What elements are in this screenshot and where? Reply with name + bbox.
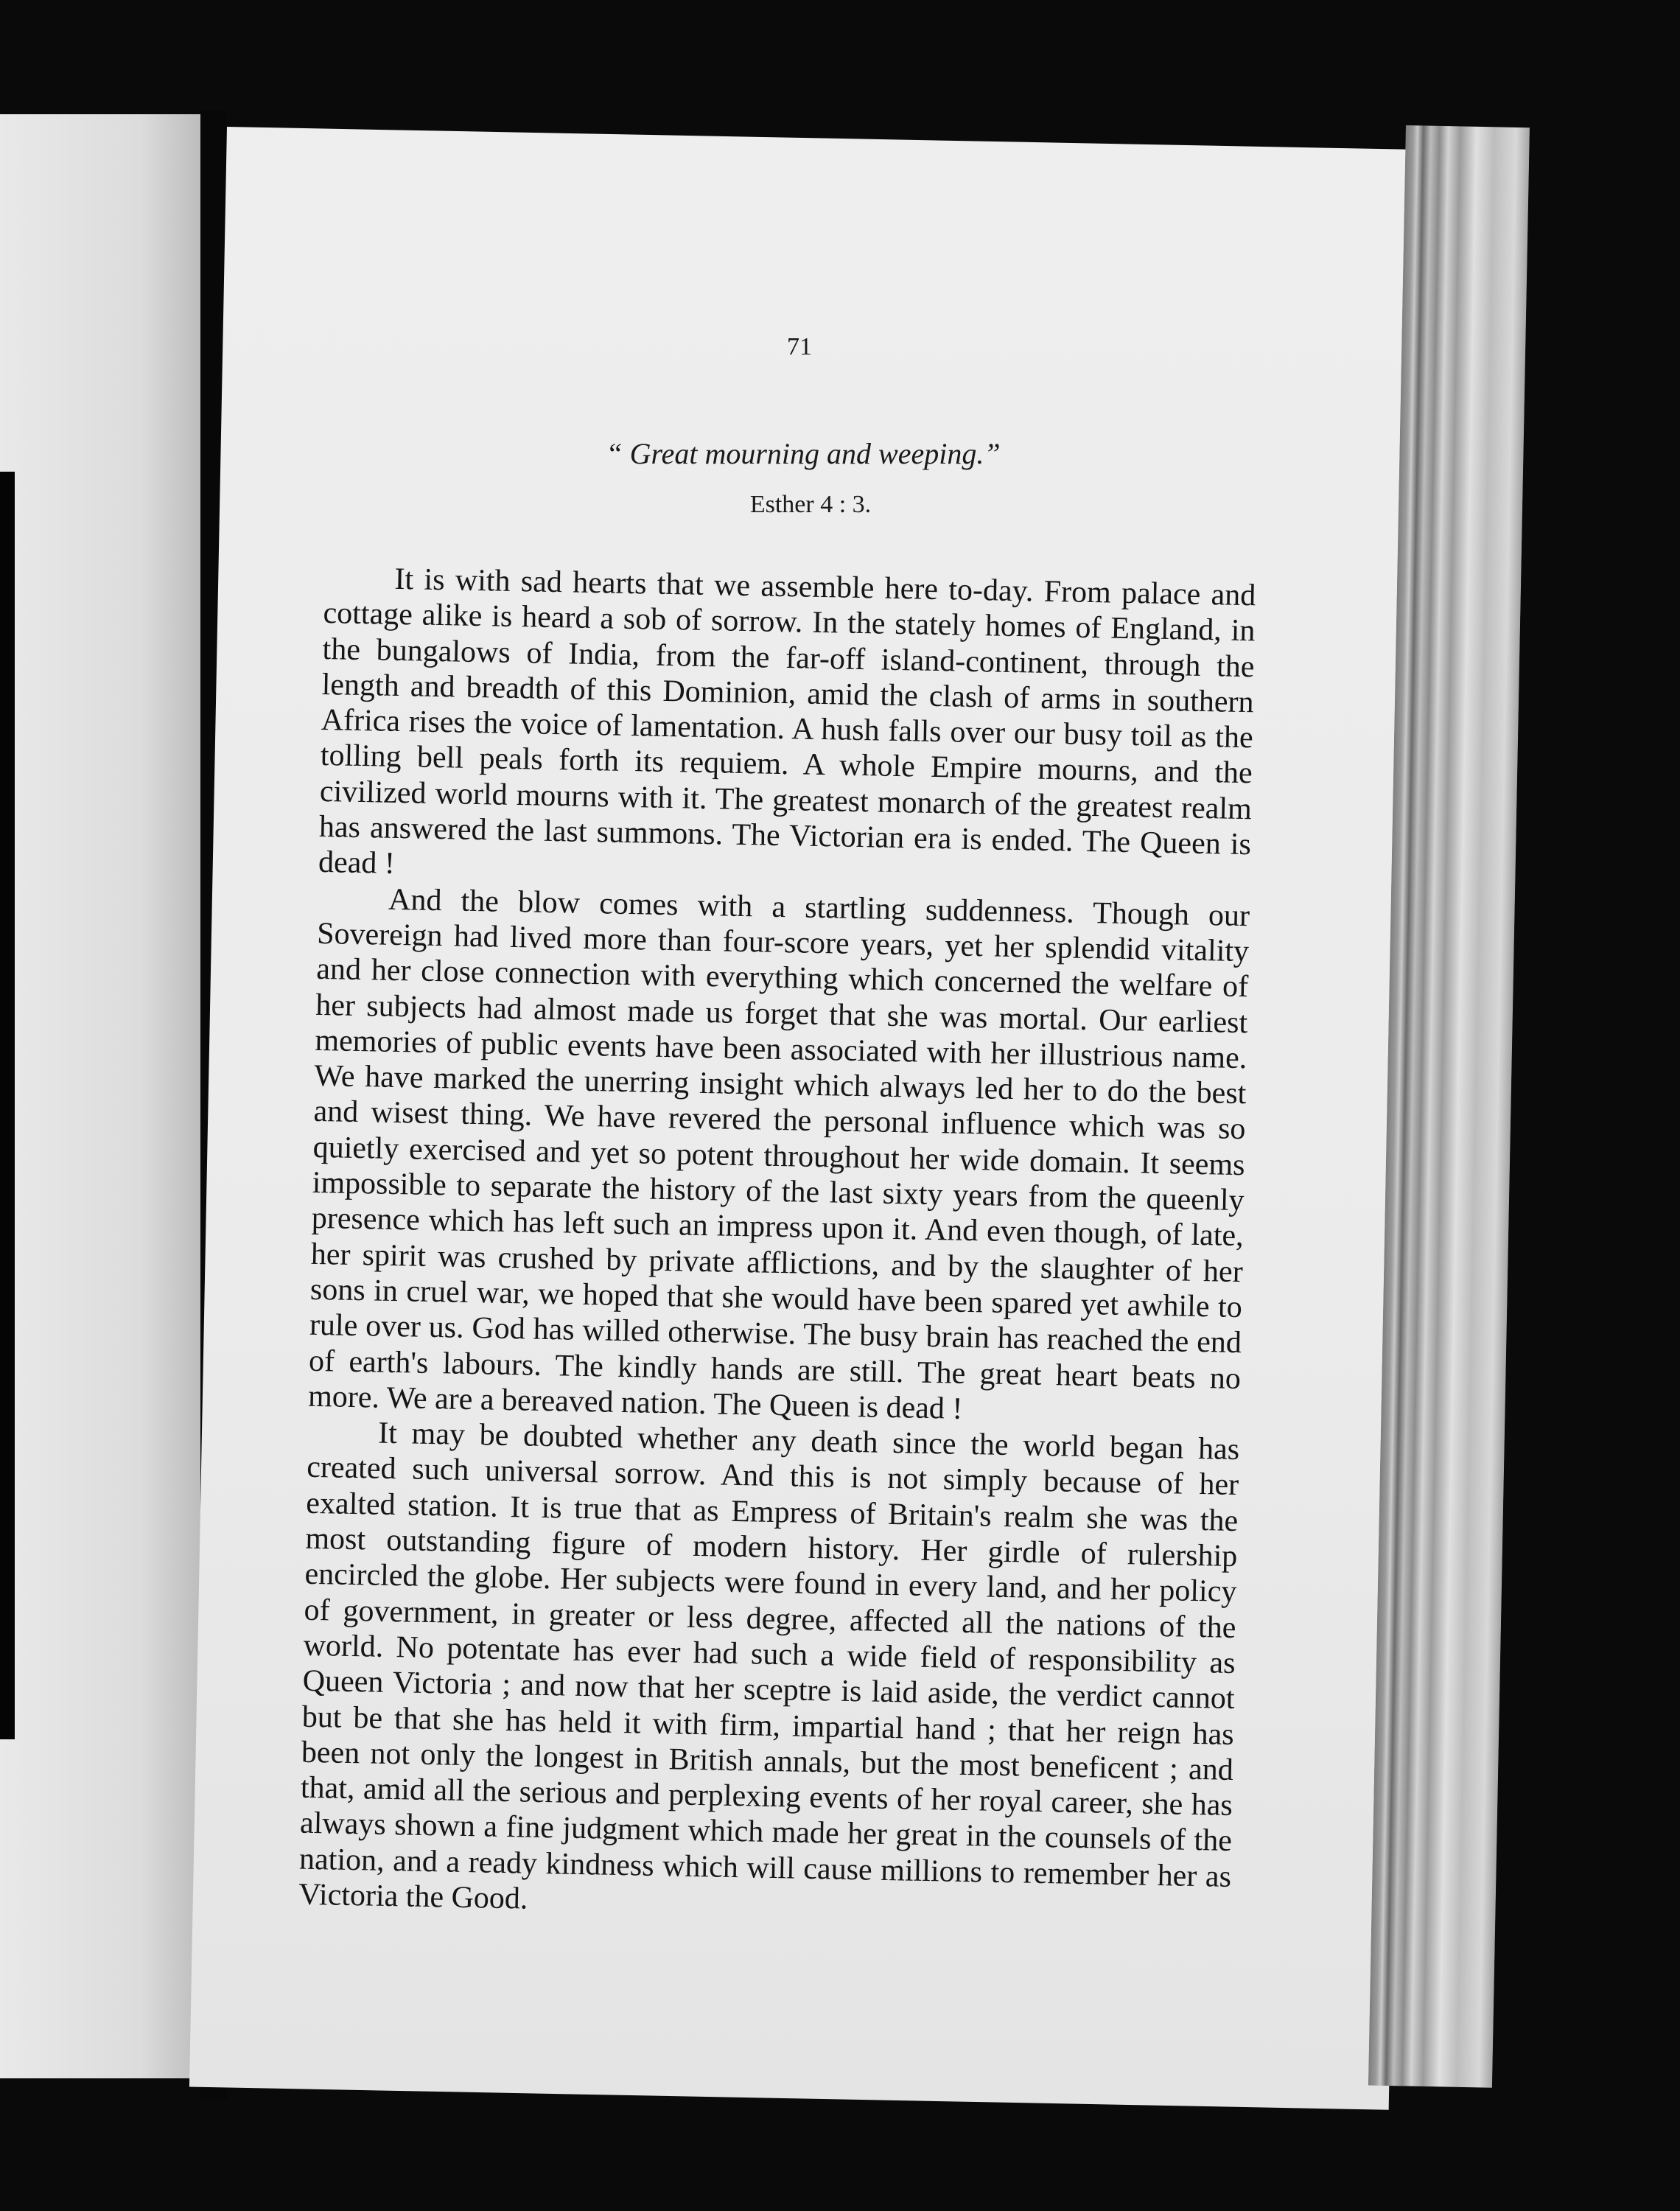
paragraph: It is with sad hearts that we assemble here to-day. From palace and cottage alike is heard a sob of sorrow. In the stately homes of England, in the bungalows of India, from the far-off island-continent, through the length and breadth of this Dominion, amid the clash of arms in southern Africa rises the voice of lamentation. A hush falls over our busy toil as the tolling bell peals forth its requiem. A whole Empire mourns, and the civilized world mourns with it. The greatest monarch of the greatest realm has answered the last summons. The Victorian era is ended. The Queen is dead ! <box>318 562 1256 881</box>
left-page-plate <box>0 472 15 1739</box>
paragraph: It may be doubted whether any death since the world began has created such universal sorrow. And this is not simply because of her exalted station. It is true that as Empress of Britain's realm she was the most outstanding figure of modern history. Her girdle of rulership encircled the globe. Her subjects were found in every land, and her policy of government, in greater or less degree, affected all the nations of the world. No potentate has ever had such a wide field of responsibility as Queen Victoria ; and now that her sceptre is laid aside, the verdict cannot but be that she has held it with firm, impartial hand ; that her reign has been not only the longest in British annals, but the most beneficent ; and that, amid all the serious and perplexing events of her royal career, she has always shown a fine judgment which made her great in the counsels of the nation, and a ready kindness which will cause millions to remember her as Victoria the Good. <box>298 1416 1240 1916</box>
body-text <box>298 560 1256 1930</box>
left-page <box>0 114 200 2078</box>
page-number: 71 <box>787 333 812 360</box>
epigraph: “ Great mourning and weeping.” <box>606 437 1001 470</box>
scripture-reference: Esther 4 : 3. <box>749 491 872 518</box>
paragraph: And the blow comes with a startling suddenness. Though our Sovereign had lived more than four-score years, yet her splendid vitality and her close connection with everything which concerned the welfare of her subjects had almost made us forget that she was mortal. Our earliest memories of public events have been associated with her illustrious name. We have marked the unerring insight which always led her to do the best and wisest thing. We have revered the personal influence which was so quietly exercised and yet so potent throughout her wide domain. It seems impossible to separate the history of the last sixty years from the queenly presence which has left such an impress upon it. And even though, of late, her spirit was crushed by private afflictions, and by the slaughter of her sons in cruel war, we hoped that she would have been spared yet awhile to rule over us. God has willed otherwise. The busy brain has reached the end of earth's labours. The kindly hands are still. The great heart beats no more. We are a bereaved nation. The Queen is dead ! <box>307 882 1250 1426</box>
